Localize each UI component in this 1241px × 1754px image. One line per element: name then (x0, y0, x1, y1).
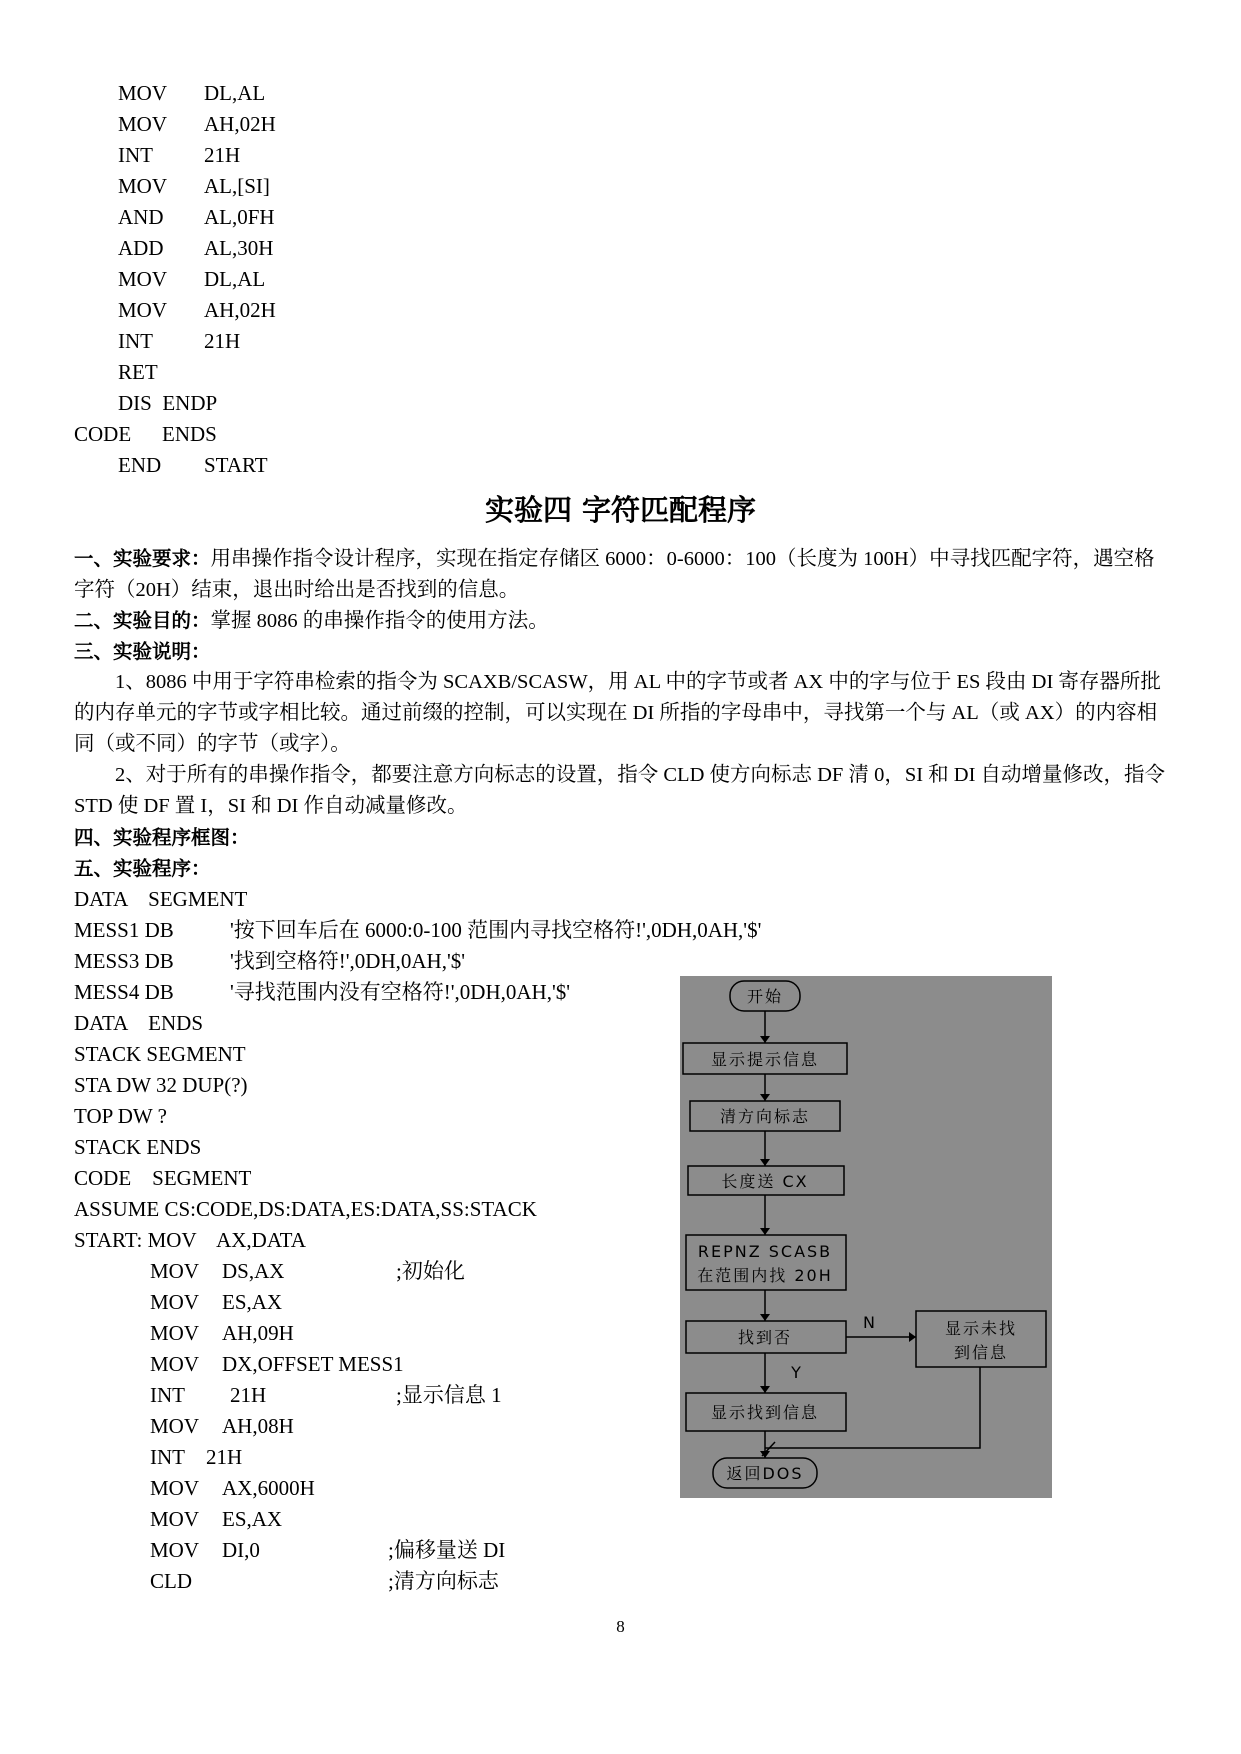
code-mnemonic: MOV (150, 1352, 200, 1376)
code-mnemonic: MOV (118, 81, 168, 105)
purpose-heading: 二、实验目的： (74, 609, 211, 632)
requirement-paragraph (74, 543, 1170, 606)
explanation-paragraph-1: 1、8086 中用于字符串检索的指令为 SCAXB/SCASW，用 AL 中的字节或者 AX 中的字与位于 ES 段由 DI 寄存器所批的内存单元的字节或字相比较。通过前缀的控制，可以实现在 DI 所指的字母串中，寻找第一个与 AL（或 AX）的内容相同（或不同）的字节（或字）。 (74, 671, 1161, 755)
code-mnemonic: MOV (118, 174, 168, 198)
code-value: '按下回车后在 6000:0-100 范围内寻找空格符!',0DH,0AH,'$' (230, 918, 762, 942)
code-operand: AL,[SI] (204, 174, 270, 198)
code-operand: 21H (204, 329, 241, 353)
flowchart-label: 长度送 CX (721, 1172, 809, 1191)
code-mnemonic: MOV (150, 1476, 200, 1500)
code-mnemonic: MOV (118, 267, 168, 291)
code-mnemonic: ADD (118, 236, 164, 260)
code-mnemonic: MOV (118, 298, 168, 322)
code-value: '找到空格符!',0DH,0AH,'$' (230, 949, 466, 973)
frame-heading-line (74, 822, 1170, 854)
requirement-body: 用串操作指令设计程序，实现在指定存储区 6000：0-6000：100（长度为 100H）中寻找匹配字符，遇空格字符（20H）结束，退出时给出是否找到的信息。 (74, 548, 1155, 601)
code-mnemonic: MOV (118, 112, 168, 136)
flowchart-label: 清方向标志 (719, 1107, 811, 1126)
code-label: MESS4 DB (74, 980, 174, 1004)
code-operand: ES,AX (222, 1290, 283, 1314)
code-operand: AL,30H (204, 236, 274, 260)
code-mnemonic: INT (118, 143, 153, 167)
page-number: 8 (616, 1617, 625, 1636)
code-operand: AH,08H (222, 1414, 294, 1438)
flowchart-label: 到信息 (953, 1343, 1009, 1362)
code-line: CODE (74, 422, 132, 446)
code-mnemonic: INT (150, 1445, 185, 1469)
code-operand: 21H (206, 1445, 243, 1469)
code-mnemonic: MOV (150, 1290, 200, 1314)
flowchart-label: 找到否 (737, 1328, 793, 1347)
requirement-heading: 一、实验要求： (74, 547, 211, 570)
flowchart (680, 976, 1052, 1498)
code-line: ENDS (162, 422, 217, 446)
flowchart-label: 在范围内找 20H (697, 1266, 833, 1285)
code-line: STA DW 32 DUP(?) (74, 1073, 248, 1097)
explanation-paragraph-2: 2、对于所有的串操作指令，都要注意方向标志的设置，指令 CLD 使方向标志 DF 清 0，SI 和 DI 自动增量修改，指令 STD 使 DF 置 I，SI 和 DI 作自动减量修改。 (74, 764, 1166, 817)
program-heading: 五、实验程序： (74, 857, 211, 880)
code-mnemonic: MOV (150, 1507, 200, 1531)
code-operand: DL,AL (204, 267, 266, 291)
code-comment: ;偏移量送 DI (388, 1538, 506, 1562)
code-operand: DS,AX (222, 1259, 285, 1283)
code-mnemonic: END (118, 453, 162, 477)
flowchart-label: 开始 (746, 987, 784, 1006)
flowchart-label: 显示找到信息 (710, 1403, 820, 1422)
code-mnemonic: INT (150, 1383, 185, 1407)
program-heading-line (74, 853, 1170, 885)
code-comment: ;初始化 (396, 1259, 465, 1283)
code-line: TOP DW ? (74, 1104, 167, 1128)
code-line: DATA SEGMENT (74, 887, 248, 911)
code-line: STACK ENDS (74, 1135, 202, 1159)
code-operand: START (204, 453, 268, 477)
explanation-heading: 三、实验说明： (74, 640, 211, 663)
code-mnemonic: MOV (150, 1414, 200, 1438)
code-comment: ;清方向标志 (388, 1569, 499, 1593)
code-mnemonic: AND (118, 205, 164, 229)
code-value: '寻找范围内没有空格符!',0DH,0AH,'$' (230, 980, 571, 1004)
code-mnemonic: CLD (150, 1569, 192, 1593)
code-mnemonic: INT (118, 329, 153, 353)
code-operand: AH,02H (204, 298, 276, 322)
frame-heading: 四、实验程序框图： (74, 826, 250, 849)
code-comment: ;显示信息 1 (396, 1383, 502, 1407)
purpose-body: 掌握 8086 的串操作指令的使用方法。 (210, 610, 549, 632)
purpose-paragraph (74, 605, 1170, 637)
code-line: START: MOV AX,DATA (74, 1228, 306, 1252)
flowchart-label: 显示未找 (944, 1319, 1018, 1338)
flowchart-label: 返回DOS (726, 1464, 804, 1483)
code-mnemonic: RET (118, 360, 158, 384)
code-mnemonic: MOV (150, 1538, 200, 1562)
code-label: MESS1 DB (74, 918, 174, 942)
code-line: CODE SEGMENT (74, 1166, 252, 1190)
code-operand: AX,6000H (222, 1476, 315, 1500)
code-mnemonic: MOV (150, 1321, 200, 1345)
code-mnemonic: MOV (150, 1259, 200, 1283)
code-operand: 21H (204, 143, 241, 167)
flowchart-label: 显示提示信息 (710, 1050, 820, 1069)
code-line: DIS ENDP (118, 391, 218, 415)
branch-label-n: N (863, 1313, 877, 1332)
code-operand: DI,0 (222, 1538, 260, 1562)
code-label: MESS3 DB (74, 949, 174, 973)
code-operand: AL,0FH (204, 205, 275, 229)
section-title: 实验四 字符匹配程序 (484, 493, 757, 527)
code-operand: AH,02H (204, 112, 276, 136)
code-operand: 21H (230, 1383, 267, 1407)
code-line: DATA ENDS (74, 1011, 203, 1035)
code-operand: DL,AL (204, 81, 266, 105)
explanation-heading-line (74, 636, 1170, 668)
code-line: ASSUME CS:CODE,DS:DATA,ES:DATA,SS:STACK (74, 1197, 537, 1221)
branch-label-y: Y (791, 1363, 803, 1382)
code-operand: AH,09H (222, 1321, 294, 1345)
code-line: STACK SEGMENT (74, 1042, 246, 1066)
flowchart-label: REPNZ SCASB (697, 1242, 833, 1261)
code-operand: DX,OFFSET MESS1 (222, 1352, 404, 1376)
code-operand: ES,AX (222, 1507, 283, 1531)
